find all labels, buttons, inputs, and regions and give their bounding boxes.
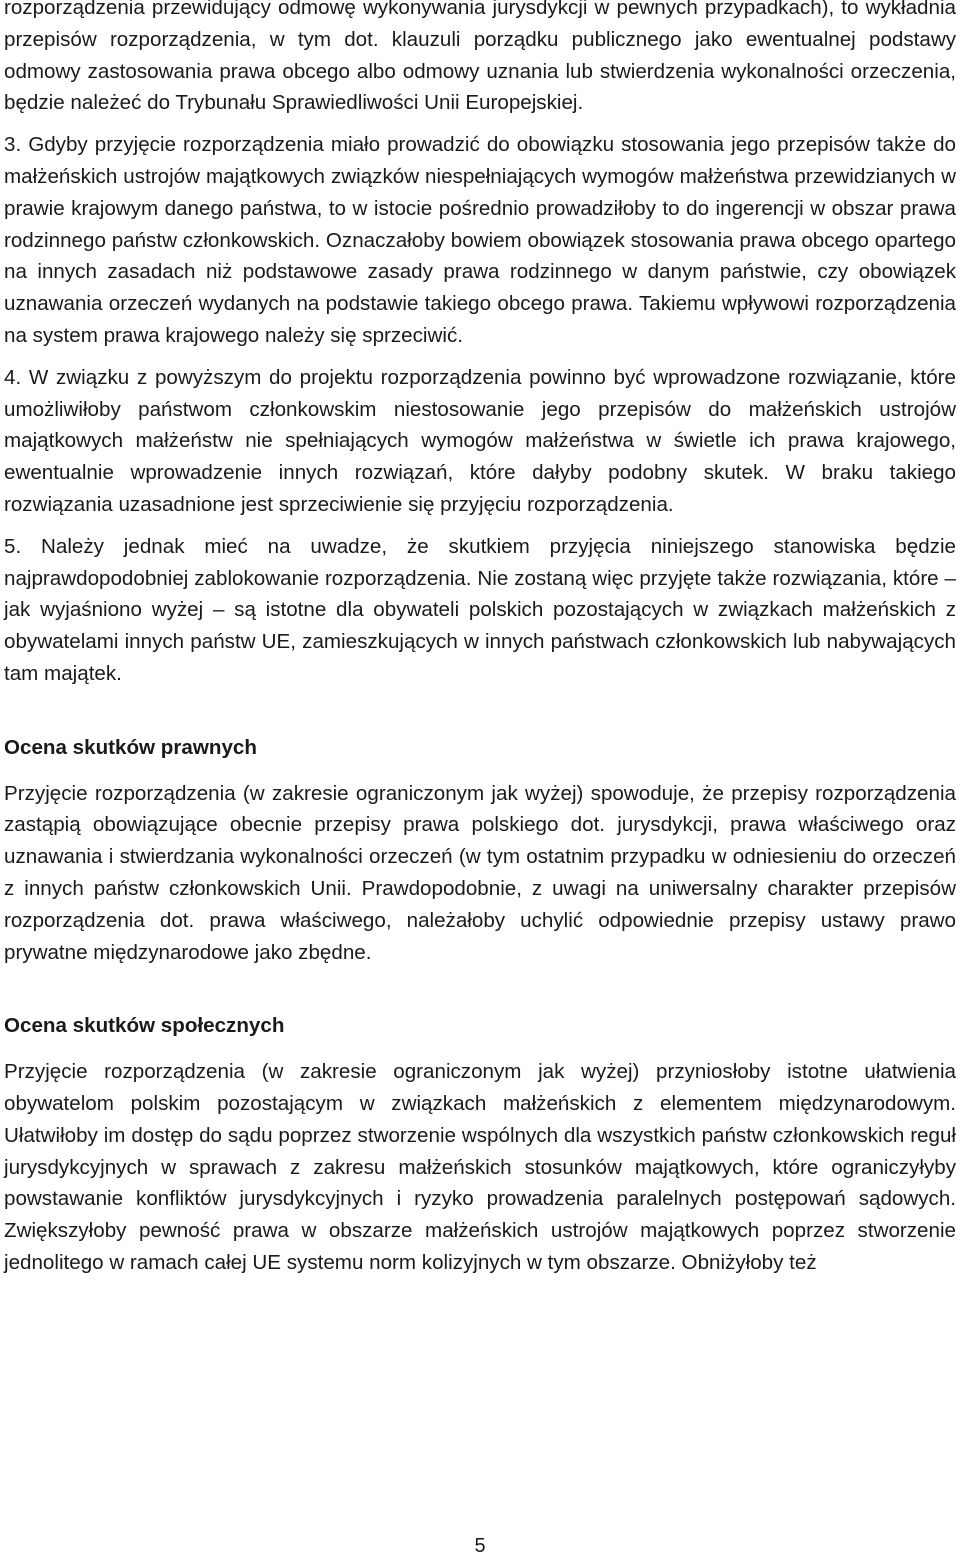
point-4-paragraph: 4. W związku z powyższym do projektu rozporządzenia powinno być wprowadzone rozwiązanie, które umożliwiłoby państwom członkowskim niestosowanie jego przepisów do małżeńskich ustrojów majątkowych małżeństw nie spełniających wymogów małżeństwa w świetle ich prawa krajowego, ewentualnie wprowadzenie innych rozwiązań, które dałyby podobny skutek. W braku takiego rozwiązania uzasadnione jest sprzeciwienie się przyjęciu rozporządzenia. xyxy=(4,365,956,516)
intro-paragraph: rozporządzenia przewidujący odmowę wykonywania jurysdykcji w pewnych przypadkach), to wykładnia przepisów rozporządzenia, w tym dot. klauzuli porządku publicznego jako ewentualnej podstawy odmowy zastosowania prawa obcego albo odmowy uznania lub stwierdzenia wykonalności orzeczenia, będzie należeć do Trybunału Sprawiedliwości Unii Europejskiej. xyxy=(4,0,956,115)
social-effects-paragraph: Przyjęcie rozporządzenia (w zakresie ograniczonym jak wyżej) przyniosłoby istotne ułatwienia obywatelom polskim pozostającym w związkach małżeńskich z elementem międzynarodowym. Ułatwiłoby im dostęp do sądu poprzez stworzenie wspólnych dla wszystkich państw członkowskich reguł jurysdykcyjnych w sprawach z zakresu małżeńskich stosunków majątkowych, które ograniczyłyby powstawanie konfliktów jurysdykcyjnych i ryzyko prowadzenia paralelnych postępowań sądowych. Zwiększyłoby pewność prawa w obszarze małżeńskich ustrojów majątkowych poprzez stworzenie jednolitego w ramach całej UE systemu norm kolizyjnych w tym obszarze. Obniżyłoby też xyxy=(4,1060,956,1274)
point-5-paragraph: 5. Należy jednak mieć na uwadze, że skutkiem przyjęcia niniejszego stanowiska będzie najprawdopodobniej zablokowanie rozporządzenia. Nie zostaną więc przyjęte także rozwiązania, które – jak wyjaśniono wyżej – są istotne dla obywateli polskich pozostających w związkach małżeńskich z obywatelami innych państw UE, zamieszkujących w innych państwach członkowskich lub nabywających tam majątek. xyxy=(4,534,956,685)
social-effects-heading: Ocena skutków społecznych xyxy=(4,1014,285,1038)
document-page xyxy=(4,0,956,1279)
legal-effects-paragraph: Przyjęcie rozporządzenia (w zakresie ograniczonym jak wyżej) spowoduje, że przepisy rozporządzenia zastąpią obowiązujące obecnie przepisy prawa polskiego dot. jurysdykcji, prawa właściwego oraz uznawania i stwierdzania wykonalności orzeczeń (w tym ostatnim przypadku w odniesieniu do orzeczeń z innych państw członkowskich Unii. Prawdopodobnie, z uwagi na uniwersalny charakter przepisów rozporządzenia dot. prawa właściwego, należałoby uchylić odpowiednie przepisy ustawy prawo prywatne międzynarodowe jako zbędne. xyxy=(4,781,956,964)
point-3-paragraph: 3. Gdyby przyjęcie rozporządzenia miało prowadzić do obowiązku stosowania jego przepisów także do małżeńskich ustrojów majątkowych związków niespełniających wymogów małżeństwa przewidzianych w prawie krajowym danego państwa, to w istocie pośrednio prowadziłoby to do ingerencji w obszar prawa rodzinnego państw członkowskich. Oznaczałoby bowiem obowiązek stosowania prawa obcego opartego na innych zasadach niż podstawowe zasady prawa rodzinnego w danym państwie, czy obowiązek uznawania orzeczeń wydanych na podstawie takiego obcego prawa. Takiemu wpływowi rozporządzenia na system prawa krajowego należy się sprzeciwić. xyxy=(4,133,956,347)
page-number: 5 xyxy=(474,1535,486,1557)
legal-effects-heading: Ocena skutków prawnych xyxy=(4,735,257,759)
